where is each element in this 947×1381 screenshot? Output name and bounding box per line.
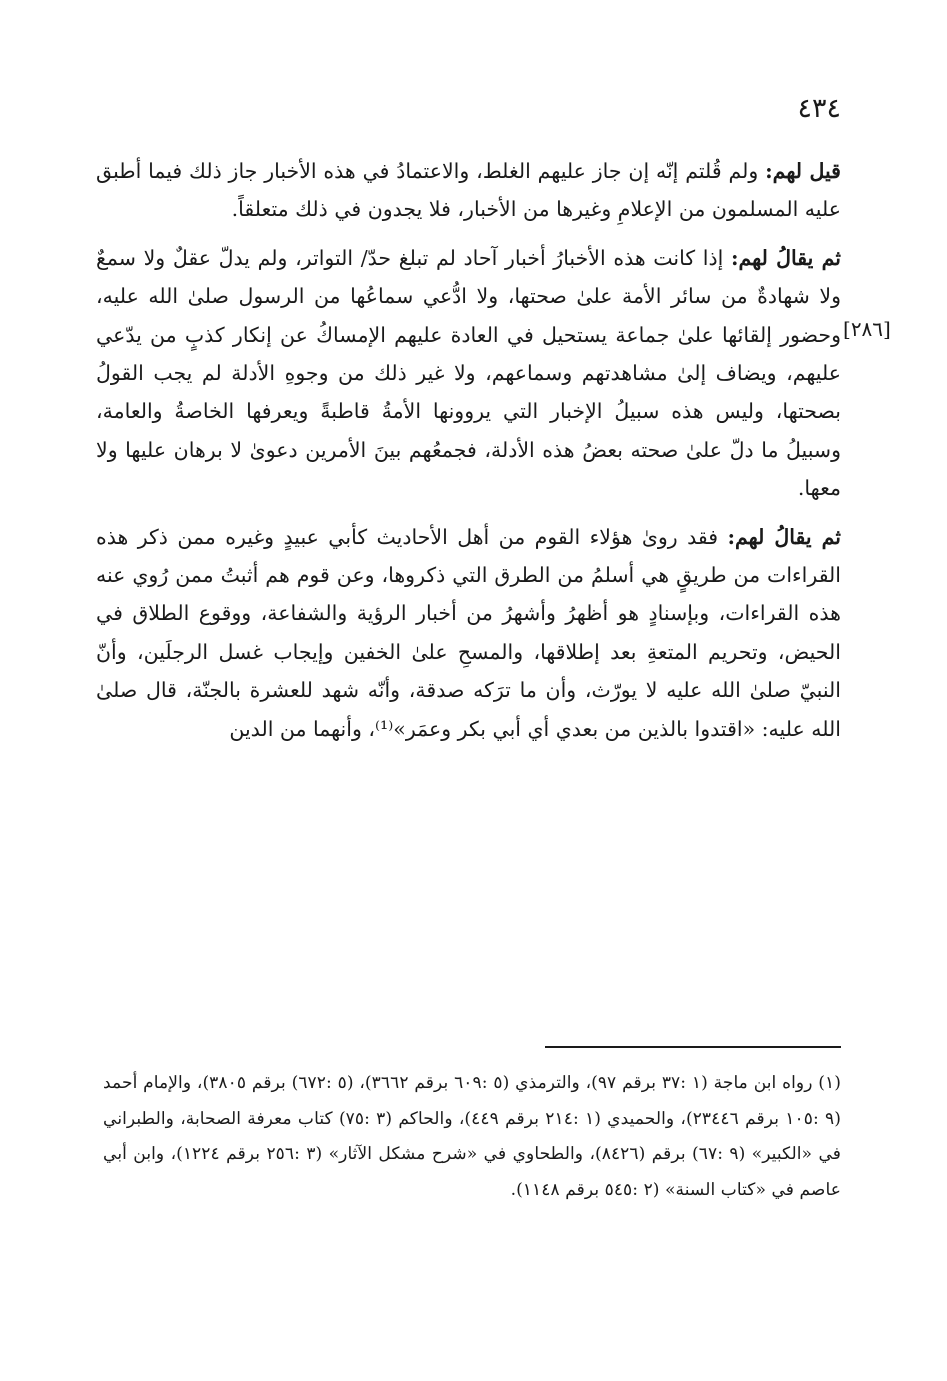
paragraph-text: ولم قُلتم إنّه إن جاز عليهم الغلط، والاعتمادُ في هذه الأخبار جاز ذلك فيما أطبق عليه المسلمون من الإعلامِ وغيرها من الأخبار، فلا يجدون في ذلك متعلقاً. — [96, 159, 841, 222]
margin-reference-number: [٢٨٦] — [843, 317, 891, 341]
footnote: (١) رواه ابن ماجة (١ :٣٧ برقم ٩٧)، والترمذي (٥ :٦٠٩ برقم ٣٦٦٢)، (٥ :٦٧٢) برقم ٣٨٠٥)، والإمام أحمد (٩ :١٠٥ برقم ٢٣٤٤٦)، والحميدي (١ :٢١٤ برقم ٤٤٩)، والحاكم (٣ :٧٥) كتاب معرفة الصحابة، والطبراني في «الكبير» (٩ :٦٧) برقم (٨٤٢٦)، والطحاوي في «شرح مشكل الآثار» (٣ :٢٥٦ برقم ١٢٢٤)، وابن أبي عاصم في «كتاب السنة» (٢ :٥٤٥ برقم ١١٤٨). — [103, 1073, 841, 1201]
page-number: ٤٣٤ — [797, 93, 841, 124]
paragraph — [96, 152, 841, 229]
paragraph — [96, 518, 841, 748]
paragraph-text: إذا كانت هذه الأخبارُ أخبار آحاد لم تبلغ حدّ/ التواتر، ولم يدلّ عقلٌ ولا سمعٌ ولا شهادةٌ من سائر الأمة علىٰ صحتها، ولا ادُّعي سماعُها من الرسول صلىٰ الله عليه، وحضور إلقائها علىٰ جماعة يستحيل في العادة عليهم الإمساكُ عن إنكار كذبٍ من يدّعي عليهم، ويضاف إلىٰ مشاهدتهم وسماعهم، ولا غير ذلك من وجوهِ الأدلة لم يجب القولُ بصحتها، وليس هذه سبيلُ الإخبار التي يروونها الأمةُ قاطبةً ويعرفها الخاصةُ والعامة، وسبيلُ ما دلّ علىٰ صحته بعضُ هذه الأدلة، فجمعُهم بينَ الأمرين دعوىٰ لا برهان عليها ولا معها. — [96, 245, 841, 501]
footnotes — [103, 1066, 841, 1209]
main-text — [96, 152, 841, 758]
footnote-divider — [545, 1046, 841, 1048]
paragraph — [96, 239, 841, 508]
paragraph-lead: قيل لهم: — [765, 159, 841, 183]
paragraph-lead: ثم يقالُ لهم: — [730, 245, 841, 270]
paragraph-lead: ثم يقالُ لهم: — [727, 524, 841, 549]
paragraph-text: فقد روىٰ هؤلاء القوم من أهل الأحاديث كأبي عبيدٍ وغيره ممن ذكر هذه القراءات من طريقٍ هي أسلمُ من الطرق التي ذكروها، وعن قوم هم أثبتُ ممن رُوي عنه هذه القراءات، وبإسنادٍ هو أظهرُ وأشهرُ من أخبار الرؤية والشفاعة، ووقوع الطلاق في الحيض، وتحريم المتعةِ بعد إطلاقها، والمسحِ علىٰ الخفين وإيجاب غسل الرجلَين، وأنّ النبيّ صلىٰ الله عليه لا يورّث، وأن ما ترَكه صدقة، وأنّه شهد للعشرة بالجنّة، قال صلىٰ الله عليه: «اقتدوا بالذين من بعدي أي أبي بكر وعمَر»⁽¹⁾، وأنهما من الدين — [96, 524, 841, 741]
